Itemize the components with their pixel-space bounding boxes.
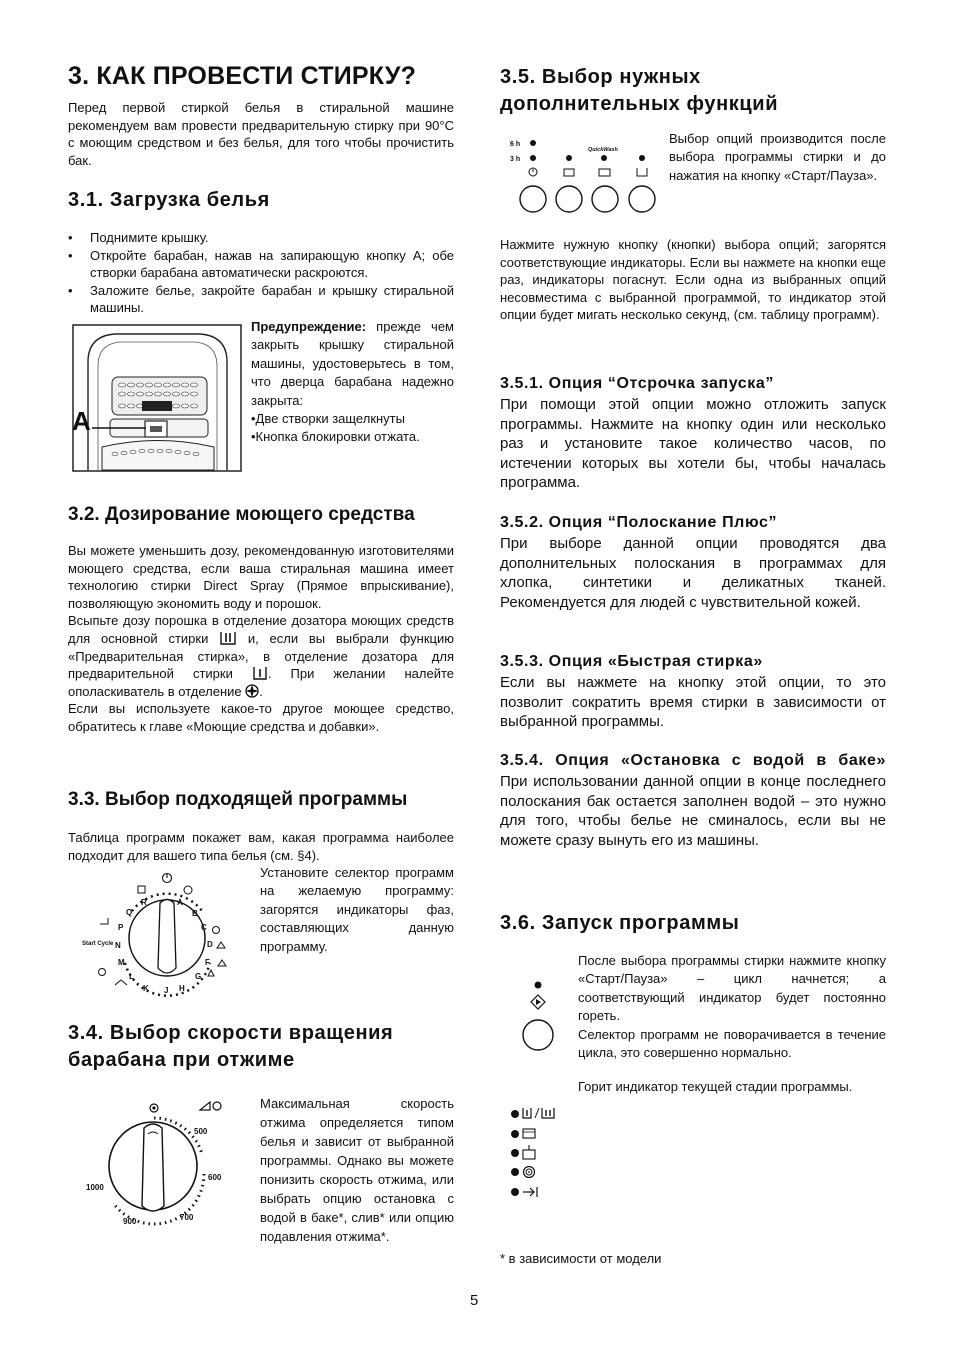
- start-text: [578, 952, 886, 1062]
- heading-3-1: 3.1. Загрузка белья: [68, 189, 270, 211]
- warning-item: •Кнопка блокировки отжата.: [251, 429, 420, 445]
- warning-text: прежде чем закрыть крышку стиральной машины, удостоверьтесь в том, что дверца барабана надежно закрыта:: [251, 319, 454, 408]
- options-intro: Выбор опций производится после выбора программы стирки и до нажатия на кнопку «Старт/Пауза».: [669, 131, 886, 183]
- option-delay-start: [500, 373, 886, 493]
- spin-speed-text: [260, 1094, 454, 1246]
- delay-start-button[interactable]: [520, 186, 546, 212]
- intro-text: Перед первой стиркой белья в стиральной машине рекомендуем вам провести предварительную стирку при 90°C с моющим средством и без белья, для того чтобы прочистить бак.: [68, 100, 454, 168]
- dial-label: P: [118, 923, 124, 932]
- delay-3h-label: 3 h: [510, 156, 521, 163]
- option-text: Если вы нажмете на кнопку этой опции, то это позволит сократить время стирки в зависимости от выбранной программы.: [500, 674, 886, 731]
- dial-label: K: [143, 984, 149, 993]
- program-selector-text: Установите селектор программ на желаемую программу: загорятся индикаторы фаз, составляющих данную программу.: [260, 865, 454, 954]
- start-pause-button[interactable]: [523, 1020, 553, 1050]
- heading-3-2: 3.2. Дозирование моющего средства: [68, 504, 415, 525]
- heading-3-5: 3.5. Выбор нужных дополнительных функций: [500, 66, 779, 115]
- phase-indicator-text: Горит индикатор текущей стадии программы.: [578, 1079, 853, 1094]
- list-item: • Откройте барабан, нажав на запирающую кнопку А; обе створки барабана автоматически раскроются.: [68, 247, 454, 282]
- dial-label: A: [177, 898, 183, 907]
- program-intro: Таблица программ покажет вам, какая программа наиболее подходит для вашего типа белья (см. §4).: [68, 830, 454, 863]
- speed-label: 1000: [86, 1183, 104, 1192]
- heading-3-4: 3.4. Выбор скорости вращения барабана при отжиме: [68, 1022, 394, 1071]
- quick-wash-button[interactable]: [592, 186, 618, 212]
- warning-label: Предупреждение:: [251, 319, 367, 334]
- options-panel: [508, 132, 663, 216]
- detergent-text: Вы можете уменьшить дозу, рекомендованную изготовителями моющего средства, если ваша стиральная машина имеет технологию стирки Direct Spray (Прямое впрыскивание), позволяющую экономить воду и порошок. Всыпьте дозу порошка в отделение дозатора моющих средств для основной стирки и, если вы выбрали функцию «Предварительная стирка», в отделение дозатора для предварительной стирки . При желании налейте ополаскиватель в отделение . Если вы используете какое-то другое моющее средство, обратитесь к главе «Моющие средства и добавки».: [68, 543, 454, 734]
- spin-speed-dial: [84, 1094, 254, 1230]
- detergent-para-1: Вы можете уменьшить дозу, рекомендованную изготовителями моющего средства, если ваша стиральная машина имеет технологию стирки Direct Spray (Прямое впрыскивание), позволяющую экономить воду и порошок.: [68, 543, 454, 611]
- dial-label: D: [207, 940, 213, 949]
- warning-block: [251, 318, 454, 447]
- rinse-plus-button[interactable]: [556, 186, 582, 212]
- dial-label: C: [201, 923, 207, 932]
- dial-label: M: [118, 958, 125, 967]
- spin-speed-para: Максимальная скорость отжима определяется типом белья и зависит от выбранной программы. Однако вы можете понизить скорость отжима, или выбрать опцию остановка с водой в баке*, слив* или опцию подавления отжима*.: [260, 1096, 454, 1244]
- option-heading: 3.5.2. Опция “Полоскание Плюс”: [500, 514, 778, 531]
- option-quick-wash: [500, 651, 886, 732]
- dial-label: L: [129, 972, 134, 981]
- start-pause-figure: [518, 975, 558, 1060]
- detergent-para-3: Если вы используете какое-то другое моющее средство, обратитесь к главе «Моющие средства и добавки».: [68, 701, 454, 734]
- option-heading: 3.5.3. Опция «Быстрая стирка»: [500, 653, 763, 670]
- quickwash-label: QuickWash: [588, 147, 618, 153]
- warning-item: •Две створки защелкнуты: [251, 411, 405, 427]
- speed-label: 900: [123, 1217, 137, 1226]
- dial-label: J: [164, 986, 169, 995]
- loading-steps: [68, 229, 454, 317]
- dial-label: H: [179, 984, 185, 993]
- option-text: При использовании данной опции в конце последнего полоскания бак остается заполнен водой – это нужно для того, чтобы белье не сминалось, если вы не можете сразу вынуть его из машины.: [500, 773, 886, 849]
- heading-3-6: 3.6. Запуск программы: [500, 912, 740, 934]
- option-rinse-plus: [500, 512, 886, 612]
- phase-indicators: [508, 1104, 568, 1200]
- dial-label: Q: [126, 908, 133, 917]
- delay-6h-label: 6 h: [510, 141, 521, 148]
- start-cycle-label: Start Cycle: [82, 941, 114, 947]
- delay-3h-led: [530, 155, 536, 161]
- start-led: [535, 982, 542, 989]
- detergent-para-2c: . При желании налейте ополаскиватель в отделение: [68, 666, 454, 699]
- dial-label: N: [115, 941, 121, 950]
- prewash-compartment-icon: [252, 666, 268, 681]
- footnote: * в зависимости от модели: [500, 1251, 662, 1266]
- list-item: • Поднимите крышку.: [68, 229, 454, 247]
- speed-label: 600: [208, 1173, 222, 1182]
- program-selector-dial: [80, 868, 255, 1003]
- button-a-label: A: [72, 406, 91, 436]
- dial-label: R: [141, 898, 147, 907]
- start-para-1: После выбора программы стирки нажмите кнопку «Старт/Пауза» – цикл начнется; а соответствующий индикатор будет постоянно гореть.: [578, 953, 886, 1024]
- options-usage: Нажмите нужную кнопку (кнопки) выбора опций; загорятся соответствующие индикаторы. Если вы нажмете на кнопки еще раз, индикаторы погаснут. Если одна из выбранных опций несовместима с выбранной программой, то индикатор этой опции будет мигать несколько секунд, (см. таблицу программ).: [500, 237, 886, 323]
- speed-label: 700: [180, 1213, 194, 1222]
- main-wash-compartment-icon: [219, 631, 237, 646]
- dial-label: G: [195, 972, 202, 981]
- page-number: 5: [470, 1292, 479, 1309]
- detergent-para-2b: и, если вы выбрали функцию «Предварительная стирка», в отделение дозатора для предварительной стирки: [68, 630, 454, 682]
- page-title: 3. КАК ПРОВЕСТИ СТИРКУ?: [68, 62, 417, 90]
- heading-3-3: 3.3. Выбор подходящей программы: [68, 789, 408, 810]
- option-rinse-hold: [500, 750, 886, 850]
- option-heading: 3.5.4. Опция «Остановка с водой в баке»: [500, 752, 886, 769]
- start-para-2: Селектор программ не поворачивается в течение цикла, это совершенно нормально.: [578, 1026, 886, 1061]
- rinse-hold-button[interactable]: [629, 186, 655, 212]
- option-text: При помощи этой опции можно отложить запуск программы. Нажмите на кнопку один или несколько раз и установите такое количество часов, по истечении которых вы хотели бы, чтобы началась программа.: [500, 396, 886, 492]
- softener-compartment-icon: [245, 684, 259, 699]
- dial-label: B: [192, 909, 198, 918]
- option-heading: 3.5.1. Опция “Отсрочка запуска”: [500, 375, 775, 392]
- detergent-para-2a: Всыпьте дозу порошка в отделение дозатора моющих средств для основной стирки: [68, 613, 454, 646]
- speed-label: 500: [194, 1127, 208, 1136]
- washer-top-illustration: [70, 322, 245, 474]
- dial-label: F: [205, 958, 210, 967]
- list-item: • Заложите белье, закройте барабан и крышку стиральной машины.: [68, 282, 454, 317]
- option-text: При выборе данной опции проводятся два дополнительных полоскания в программах для хлопка, синтетики и деликатных тканей. Рекомендуется для людей с чувствительной кожей.: [500, 535, 886, 611]
- delay-6h-led: [530, 140, 536, 146]
